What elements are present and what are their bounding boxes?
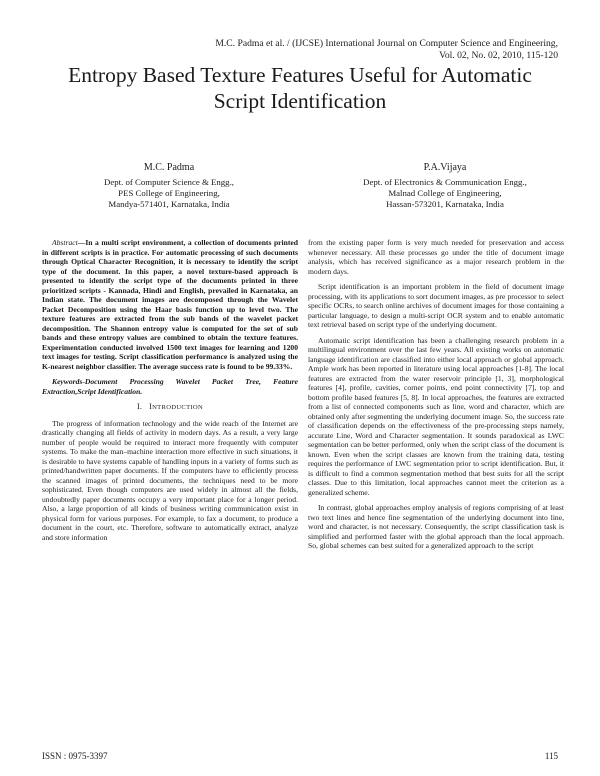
body-paragraph: In contrast, global approaches employ analysis of regions comprising of at least two text lines and hence fine segmentation of the underlying document into line, word and character, is not necessary. Consequently, the script classification task is simplified and performed faster with the global approach than the local approach. So, global schemes can best suited for a generalized approach to the script xyxy=(308,503,564,550)
author-address: Mandya-571401, Karnataka, India xyxy=(108,199,230,209)
title-line-1: Entropy Based Texture Features Useful for Automatic xyxy=(68,63,532,87)
body-paragraph: from the existing paper form is very much needed for preservation and access whenever necessary. All these processes go under the title of document image analysis, which has received significance as a major research problem in the modern days. xyxy=(308,238,564,276)
author-block-2 xyxy=(330,162,560,210)
author-name: P.A.Vijaya xyxy=(423,162,467,173)
keywords: Keywords-Document Processing Wavelet Packet Tree, Feature Extraction,Script Identification. xyxy=(42,377,298,396)
body-paragraph: Automatic script identification has been a challenging research problem in a multilingual environment over the last few years. All existing works on automatic language identification are classified into either local approach or global approach. Ample work has been reported in literature using local approaches [1-8]. The local features are extracted from the water reservoir principle [1, 3], morphological features [4], profile, cavities, corner points, end point connectivity [7], top and bottom profile based features [5, 8]. In local approaches, the features are extracted from a list of connected components such as line, word and character, which are obtained only after segmenting the underlying document image. So, the success rate of classification depends on the effectiveness of the pre-processing steps namely, accurate Line, Word and Character segmentation. It sounds paradoxical as LWC segmentation can be better performed, only when the script class of the document is known. Even when the script classes are known from the training data, testing requires the performance of LWC segmentation prior to script identification. But, it is difficult to find a common segmentation method that best suits for all the script classes. Due to this limitation, local approaches cannot meet the criterion as a generalized scheme. xyxy=(308,335,564,497)
author-block-1 xyxy=(54,162,284,210)
section-initial: I xyxy=(149,402,153,411)
section-number: I. xyxy=(136,402,143,411)
abstract-label: Abstract xyxy=(52,238,78,247)
author-dept: Dept. of Computer Science & Engg., xyxy=(104,177,234,187)
footer-issn: ISSN : 0975-3397 xyxy=(42,751,108,761)
paper-title xyxy=(20,62,580,114)
abstract-text: —In a multi script environment, a collection of documents printed in different scripts is in practice. For automatic processing of such documents through Optical Character Recognition, it is necessary to identify the script type of the document. In this paper, a novel texture-based approach is presented to identify the script type of the documents printed in three prioritized scripts - Kannada, Hindi and English, prevailed in Karnataka, an Indian state. The document images are decomposed through the Wavelet Packet Decomposition using the Haar basis function up to level two. The texture features are extracted from the sub bands of the wavelet packet decomposition. The Shannon entropy value is computed for the set of sub bands and these entropy values are combined to obtain the texture features. Experimentation conducted involved 1500 text images for learning and 1200 text images for testing. Script classification performance is analyzed using the K-nearest neighbor classifier. The average success rate is found to be 99.33%. xyxy=(42,238,298,371)
author-address: Hassan-573201, Karnataka, India xyxy=(386,199,504,209)
body-paragraph: Script identification is an important problem in the field of document image processing, with its applications to sort document images, as pre processor to select specific OCRs, to search online archives of document images for those containing a particular language, to design a multi-script OCR system and to enable automatic text retrieval based on script type of the underlying document. xyxy=(308,282,564,329)
author-college: Malnad College of Engineering, xyxy=(388,188,502,198)
section-heading-introduction xyxy=(42,402,298,413)
section-title-rest: NTRODUCTION xyxy=(152,404,204,411)
running-header xyxy=(138,38,558,62)
body-paragraph: The progress of information technology and the wide reach of the Internet are drastically changing all fields of activity in modern days. As a result, a very large number of people would be required to interact more frequently with computer systems. To make the man–machine interaction more effective in such situations, it is desirable to have systems capable of handling inputs in a variety of forms such as printed/handwritten paper documents. If the computers have to efficiently process the scanned images of printed documents, the techniques need to be more sophisticated. Even though computers are used widely in almost all the fields, undoubtedly paper documents occupy a very important place for a longer period. Also, a large proportion of all kinds of business writing communication exist in physical form for various purposes. For example, to fax a document, to produce a document in the court, etc. Therefore, software to automatically extract, analyze and store information xyxy=(42,418,298,542)
author-college: PES College of Engineering, xyxy=(118,188,220,198)
author-name: M.C. Padma xyxy=(143,162,195,173)
header-journal-line: M.C. Padma et al. / (IJCSE) International Journal on Computer Science and Engineering, xyxy=(215,38,558,49)
title-line-2: Script Identification xyxy=(213,89,387,113)
page-number: 115 xyxy=(544,751,558,761)
author-dept: Dept. of Electronics & Communication Engg., xyxy=(363,177,527,187)
left-column xyxy=(42,238,298,548)
header-volume-line: Vol. 02, No. 02, 2010, 115-120 xyxy=(439,50,558,61)
right-column xyxy=(308,238,564,557)
abstract xyxy=(42,238,298,371)
